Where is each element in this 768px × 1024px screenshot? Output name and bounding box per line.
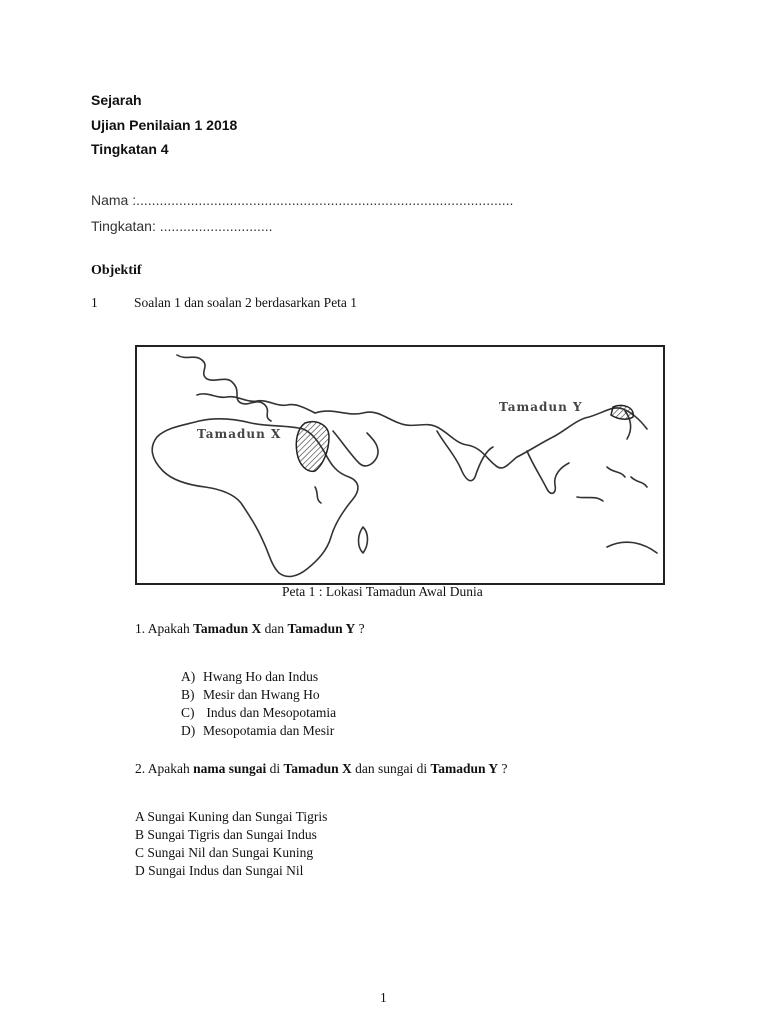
q1-option-c-key: C) — [181, 705, 195, 720]
q2-term-x: Tamadun X — [283, 761, 352, 776]
q2-term-y: Tamadun Y — [430, 761, 499, 776]
form-field: Tingkatan: ............................. — [91, 218, 273, 234]
q1-mid: dan — [261, 621, 288, 636]
q1-term-x: Tamadun X — [193, 621, 262, 636]
instruction-number: 1 — [91, 295, 98, 310]
europe-coast — [177, 355, 271, 421]
name-field: Nama :................................................................................................. — [91, 192, 514, 208]
q1-prefix: 1. Apakah — [135, 621, 194, 636]
section-title: Objektif — [91, 263, 142, 278]
map-caption — [282, 584, 483, 600]
islands-1 — [607, 467, 625, 477]
form-title: Tingkatan 4 — [91, 141, 169, 157]
q1-suffix: ? — [355, 621, 365, 636]
question-1 — [135, 621, 365, 637]
map-drawing — [137, 347, 663, 583]
south-east-asia — [527, 451, 569, 493]
q1-option-d-text: Mesopotamia dan Mesir — [203, 723, 335, 738]
page-number: 1 — [380, 990, 387, 1005]
exam-title: Ujian Penilaian 1 2018 — [91, 117, 238, 133]
q2-mid2: dan sungai di — [351, 761, 431, 776]
q1-option-d[interactable] — [181, 723, 334, 739]
q2-mid1: di — [266, 761, 284, 776]
q2-term-river: nama sungai — [193, 761, 267, 776]
india — [437, 431, 493, 481]
q1-option-a-text: Hwang Ho dan Indus — [203, 669, 319, 684]
question-2 — [135, 761, 508, 777]
q1-option-a[interactable] — [181, 669, 318, 685]
mediterranean-north — [197, 394, 315, 413]
map-caption-text: Peta 1 : Lokasi Tamadun Awal Dunia — [282, 584, 483, 599]
q1-option-b[interactable] — [181, 687, 320, 703]
instruction-text: Soalan 1 dan soalan 2 berdasarkan Peta 1 — [134, 295, 358, 310]
q1-option-c-text: Indus dan Mesopotamia — [203, 705, 337, 720]
islands-2 — [577, 497, 603, 501]
world-map — [135, 345, 665, 585]
label-tamadun-y: Tamadun Y — [499, 400, 583, 414]
label-tamadun-x: Tamadun X — [197, 427, 282, 441]
q2-option-b[interactable]: B Sungai Tigris dan Sungai Indus — [135, 827, 317, 842]
tamadun-x-region — [296, 422, 329, 472]
arabia — [333, 431, 378, 466]
asia-coast — [315, 408, 647, 468]
q1-option-a-key: A) — [181, 669, 196, 684]
subject-title: Sejarah — [91, 92, 142, 108]
q2-option-c[interactable]: C Sungai Nil dan Sungai Kuning — [135, 845, 314, 860]
q2-suffix: ? — [498, 761, 508, 776]
madagascar — [359, 527, 368, 553]
tamadun-y-region — [611, 405, 633, 419]
islands-3 — [631, 477, 647, 487]
q1-option-b-key: B) — [181, 687, 195, 702]
q1-option-b-text: Mesir dan Hwang Ho — [203, 687, 320, 702]
q2-prefix: 2. Apakah — [135, 761, 194, 776]
nile-river — [315, 487, 321, 503]
q1-option-d-key: D) — [181, 723, 196, 738]
q2-option-a[interactable]: A Sungai Kuning dan Sungai Tigris — [135, 809, 328, 824]
q2-option-d[interactable]: D Sungai Indus dan Sungai Nil — [135, 863, 304, 878]
q1-option-c[interactable] — [181, 705, 336, 721]
australia-edge — [607, 542, 657, 553]
q1-term-y: Tamadun Y — [287, 621, 356, 636]
